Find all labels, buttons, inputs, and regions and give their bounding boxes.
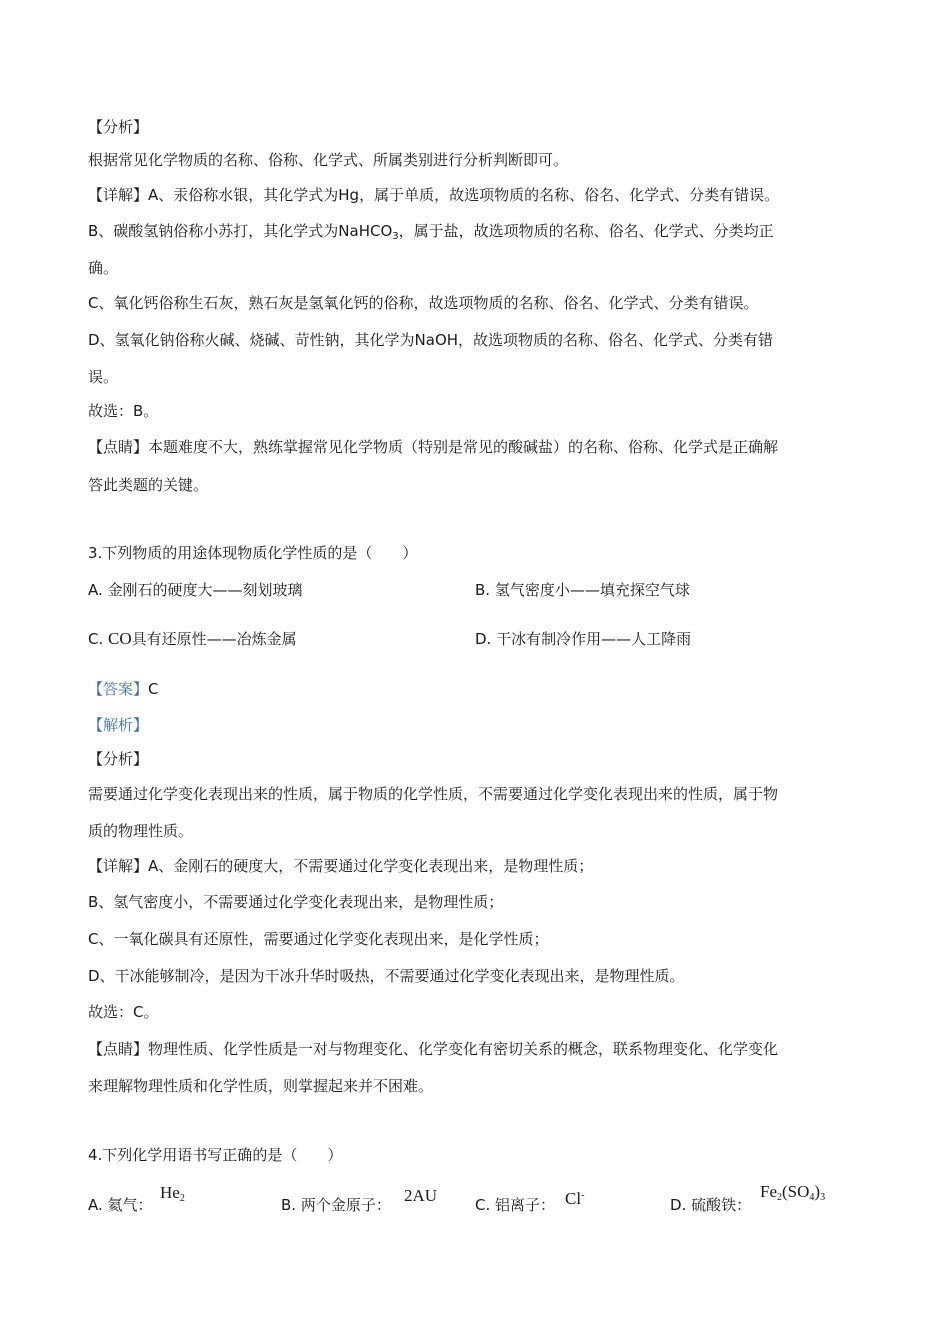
q2-detail-b-line1: B、碳酸氢钠俗称小苏打，其化学式为NaHCO$_3$，属于盐，故选项物质的名称、俗名、化学式、分类均正 [88,222,774,242]
q4-option-a-formula: $He_2$ [160,1183,185,1204]
q4-option-d: D. 硫酸铁： [670,1196,752,1214]
q2-analysis-text: 根据常见化学物质的名称、俗称、化学式、所属类别进行分析判断即可。 [88,151,569,169]
q4-option-b: B. 两个金原子： [281,1196,391,1214]
answer-value: C [148,680,159,698]
q4-option-a: A. 氦气： [88,1196,153,1214]
q2-detail-d-line1: D、氢氧化钠俗称火碱、烧碱、苛性钠，其化学为NaOH，故选项物质的名称、俗名、化学式、分类有错 [88,331,774,349]
q2-detail-d-line2: 误。 [88,368,119,386]
q3-choice: 故选：C。 [88,1003,159,1021]
q4-option-d-formula: $Fe_2(SO_4)_3$ [760,1182,826,1203]
q4-option-b-formula: 2AU [404,1186,438,1205]
q2-choice: 故选：B。 [88,402,159,420]
q3-option-a: A. 金刚石的硬度大——刻划玻璃 [88,581,303,599]
q3-detail-b: B、氢气密度小，不需要通过化学变化表现出来，是物理性质； [88,893,504,911]
q3-option-d: D. 干冰有制冷作用——人工降雨 [475,630,692,648]
q3-option-c: C. CO具有还原性——冶炼金属 [88,629,297,648]
q3-explain-label: 【解析】 [88,716,149,734]
q3-analysis-line1: 需要通过化学变化表现出来的性质，属于物质的化学性质，不需要通过化学变化表现出来的性质，属于物 [88,785,779,803]
q3-option-b: B. 氢气密度小——填充探空气球 [475,581,690,599]
q4-option-c: C. 铝离子： [475,1196,556,1214]
q3-analysis-heading: 【分析】 [88,750,149,768]
q2-analysis-heading: 【分析】 [88,118,149,136]
q4-stem: 4.下列化学用语书写正确的是（ ） [88,1146,343,1164]
q3-stem: 3.下列物质的用途体现物质化学性质的是（ ） [88,544,418,562]
q2-detail-b-line2: 确。 [88,259,119,277]
q4-option-c-formula: Cl- [565,1189,585,1208]
q2-detail-a: 【详解】A、汞俗称水银，其化学式为Hg，属于单质，故选项物质的名称、俗名、化学式、分类有错误。 [88,186,780,204]
answer-label: 【答案】 [88,680,149,698]
q3-analysis-line2: 质的物理性质。 [88,822,194,840]
q3-detail-c: C、一氧化碳具有还原性，需要通过化学变化表现出来，是化学性质； [88,930,549,948]
q3-comment-line2: 来理解物理性质和化学性质，则掌握起来并不困难。 [88,1077,434,1095]
q3-comment-line1: 【点睛】物理性质、化学性质是一对与物理变化、化学变化有密切关系的概念，联系物理变化、化学变化 [88,1040,779,1058]
q3-detail-a: 【详解】A、金刚石的硬度大，不需要通过化学变化表现出来，是物理性质； [88,857,594,875]
q3-answer [88,679,159,699]
q2-detail-c: C、氧化钙俗称生石灰，熟石灰是氢氧化钙的俗称，故选项物质的名称、俗名、化学式、分类有错误。 [88,294,759,312]
co-formula: CO [108,629,132,648]
q3-detail-d: D、干冰能够制冷，是因为干冰升华时吸热，不需要通过化学变化表现出来，是物理性质。 [88,967,685,985]
q2-comment-line2: 答此类题的关键。 [88,476,209,494]
q2-comment-line1: 【点睛】本题难度不大，熟练掌握常见化学物质（特别是常见的酸碱盐）的名称、俗称、化学式是正确解 [88,438,779,456]
